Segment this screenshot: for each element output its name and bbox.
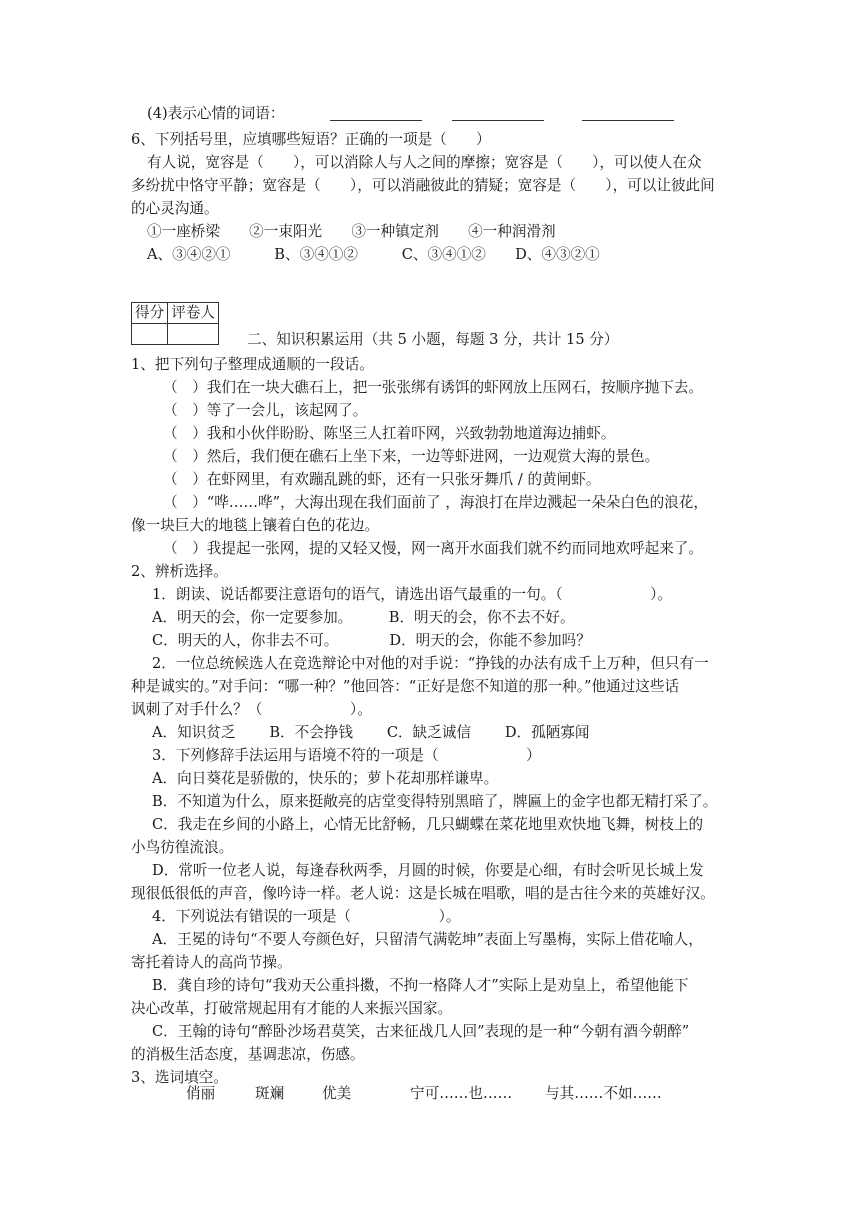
q3-title: 3、选词填空。 <box>131 1069 228 1086</box>
word-bank-item: 宁可……也…… <box>410 1085 513 1102</box>
grader-label: 评卷人 <box>168 303 219 324</box>
q2-item3-option-d: D．常听一位老人说，每逢春秋两季，月圆的时候，你要是心细，有时会听见长城上发 <box>152 862 704 879</box>
q2-item2-line1: 2．一位总统候选人在竞选辩论中对他的对手说：“挣钱的办法有成千上万种，但只有一 <box>152 655 709 672</box>
q6-title: 6、下列括号里，应填哪些短语？正确的一项是（ ） <box>131 131 491 148</box>
q2-item3-option-d-cont: 现很低很低的声音，像吟诗一样。老人说：这是长城在唱歌，唱的是古往今来的英雄好汉。 <box>131 885 715 902</box>
q5-line4 <box>147 104 284 124</box>
q1-sentence-f: （ ）“哗……哗”，大海出现在我们面前了 ，海浪打在岸边溅起一朵朵白色的浪花， <box>163 494 708 511</box>
word-bank-item: 斑斓 <box>255 1085 285 1102</box>
q6-paragraph-line3: 的心灵沟通。 <box>131 200 219 217</box>
section-heading: 二、知识积累运用（共 5 小题，每题 3 分，共计 15 分） <box>247 331 619 348</box>
q2-item4-option-b-cont: 决心改革，打破常规起用有才能的人来振兴国家。 <box>131 1000 453 1017</box>
word-bank-item: 优美 <box>322 1085 352 1102</box>
q2-item3-option-c-cont: 小鸟彷徨流浪。 <box>131 839 234 856</box>
q1-title: 1、把下列句子整理成通顺的一段话。 <box>131 356 374 373</box>
word-bank-item: 与其……不如…… <box>545 1085 662 1102</box>
q2-item3-option-b: B．不知道为什么，原来挺敞亮的店堂变得特别黑暗了，牌匾上的金字也都无精打采了。 <box>152 793 718 810</box>
score-label: 得分 <box>132 303 168 324</box>
q2-item4: 4．下列说法有错误的一项是（ ）。 <box>152 908 461 925</box>
q2-item4-option-c-cont: 的消极生活态度，基调悲凉，伤感。 <box>131 1046 365 1063</box>
line4-label: (4)表示心情的词语： <box>147 105 285 122</box>
q6-options: A、③④②① B、③④①② C、③④①② D、④③②① <box>147 246 600 263</box>
q2-item3-option-c: C．我走在乡间的小路上，心情无比舒畅，几只蝴蝶在菜花地里欢快地飞舞，树枝上的 <box>152 816 704 833</box>
q6-paragraph-line2: 多纷扰中恪守平静；宽容是（ ），可以消融彼此的猜疑；宽容是（ ），可以让彼此间 <box>131 177 715 194</box>
q2-item1-options-cd: C．明天的人，你非去不可。 D．明天的会，你能不参加吗？ <box>152 632 591 649</box>
q2-item3: 3．下列修辞手法运用与语境不符的一项是（ ） <box>152 747 541 764</box>
score-cell[interactable] <box>132 324 168 345</box>
score-box <box>131 302 219 345</box>
q2-item2-line2: 种是诚实的。”对手问：“哪一种？”他回答：“正好是您不知道的那一种。”他通过这些话 <box>131 678 680 695</box>
q2-item4-option-b: B．龚自珍的诗句“我劝天公重抖擞，不拘一格降人才”实际上是劝皇上，希望他能下 <box>152 977 689 994</box>
q1-sentence-a: （ ）我们在一块大礁石上，把一张张绑有诱饵的虾网放上压网石，按顺序抛下去。 <box>163 379 703 396</box>
q2-item1-options-ab: A．明天的会，你一定要参加。 B．明天的会，你不去不好。 <box>152 609 575 626</box>
q2-item1: 1．朗读、说话都要注意语句的语气，请选出语气最重的一句。（ ）。 <box>152 586 673 603</box>
answer-blank-2[interactable] <box>452 106 544 121</box>
q2-item3-option-a: A．向日葵花是骄傲的，快乐的；萝卜花却那样谦卑。 <box>152 770 499 787</box>
q6-items: ①一座桥梁 ②一束阳光 ③一种镇定剂 ④一种润滑剂 <box>147 223 556 240</box>
q2-title: 2、辨析选择。 <box>131 563 228 580</box>
q1-sentence-d: （ ）然后，我们便在礁石上坐下来，一边等虾进网，一边观赏大海的景色。 <box>163 448 660 465</box>
word-bank-item: 俏丽 <box>186 1085 216 1102</box>
q1-sentence-c: （ ）我和小伙伴盼盼、陈坚三人扛着吓网，兴致勃勃地道海边捕虾。 <box>163 425 616 442</box>
q1-sentence-e: （ ）在虾网里，有欢蹦乱跳的虾，还有一只张牙舞爪 / 的黄闸虾。 <box>163 471 601 488</box>
q2-item2-line3: 讽刺了对手什么？（ ）。 <box>131 701 372 718</box>
q1-sentence-g: （ ）我提起一张网，提的又轻又慢，网一离开水面我们就不约而同地欢呼起来了。 <box>163 540 703 557</box>
q2-item2-options: A．知识贫乏 B．不会挣钱 C．缺乏诚信 D．孤陋寡闻 <box>152 724 590 741</box>
q2-item4-option-c: C．王翰的诗句“醉卧沙场君莫笑，古来征战几人回”表现的是一种“今朝有酒今朝醉” <box>152 1023 690 1040</box>
grader-cell[interactable] <box>168 324 219 345</box>
q2-item4-option-a-cont: 寄托着诗人的高尚节操。 <box>131 954 292 971</box>
q6-paragraph-line1: 有人说，宽容是（ ），可以消除人与人之间的摩擦；宽容是（ ），可以使人在众 <box>147 154 702 171</box>
q1-sentence-b: （ ）等了一会儿，该起网了。 <box>163 402 368 419</box>
answer-blank-3[interactable] <box>582 106 674 121</box>
answer-blank-1[interactable] <box>330 106 422 121</box>
q1-sentence-f-cont: 像一块巨大的地毯上镶着白色的花边。 <box>131 517 380 534</box>
q2-item4-option-a: A．王冕的诗句“不要人夸颜色好，只留清气满乾坤”表面上写墨梅，实际上借花喻人， <box>152 931 703 948</box>
